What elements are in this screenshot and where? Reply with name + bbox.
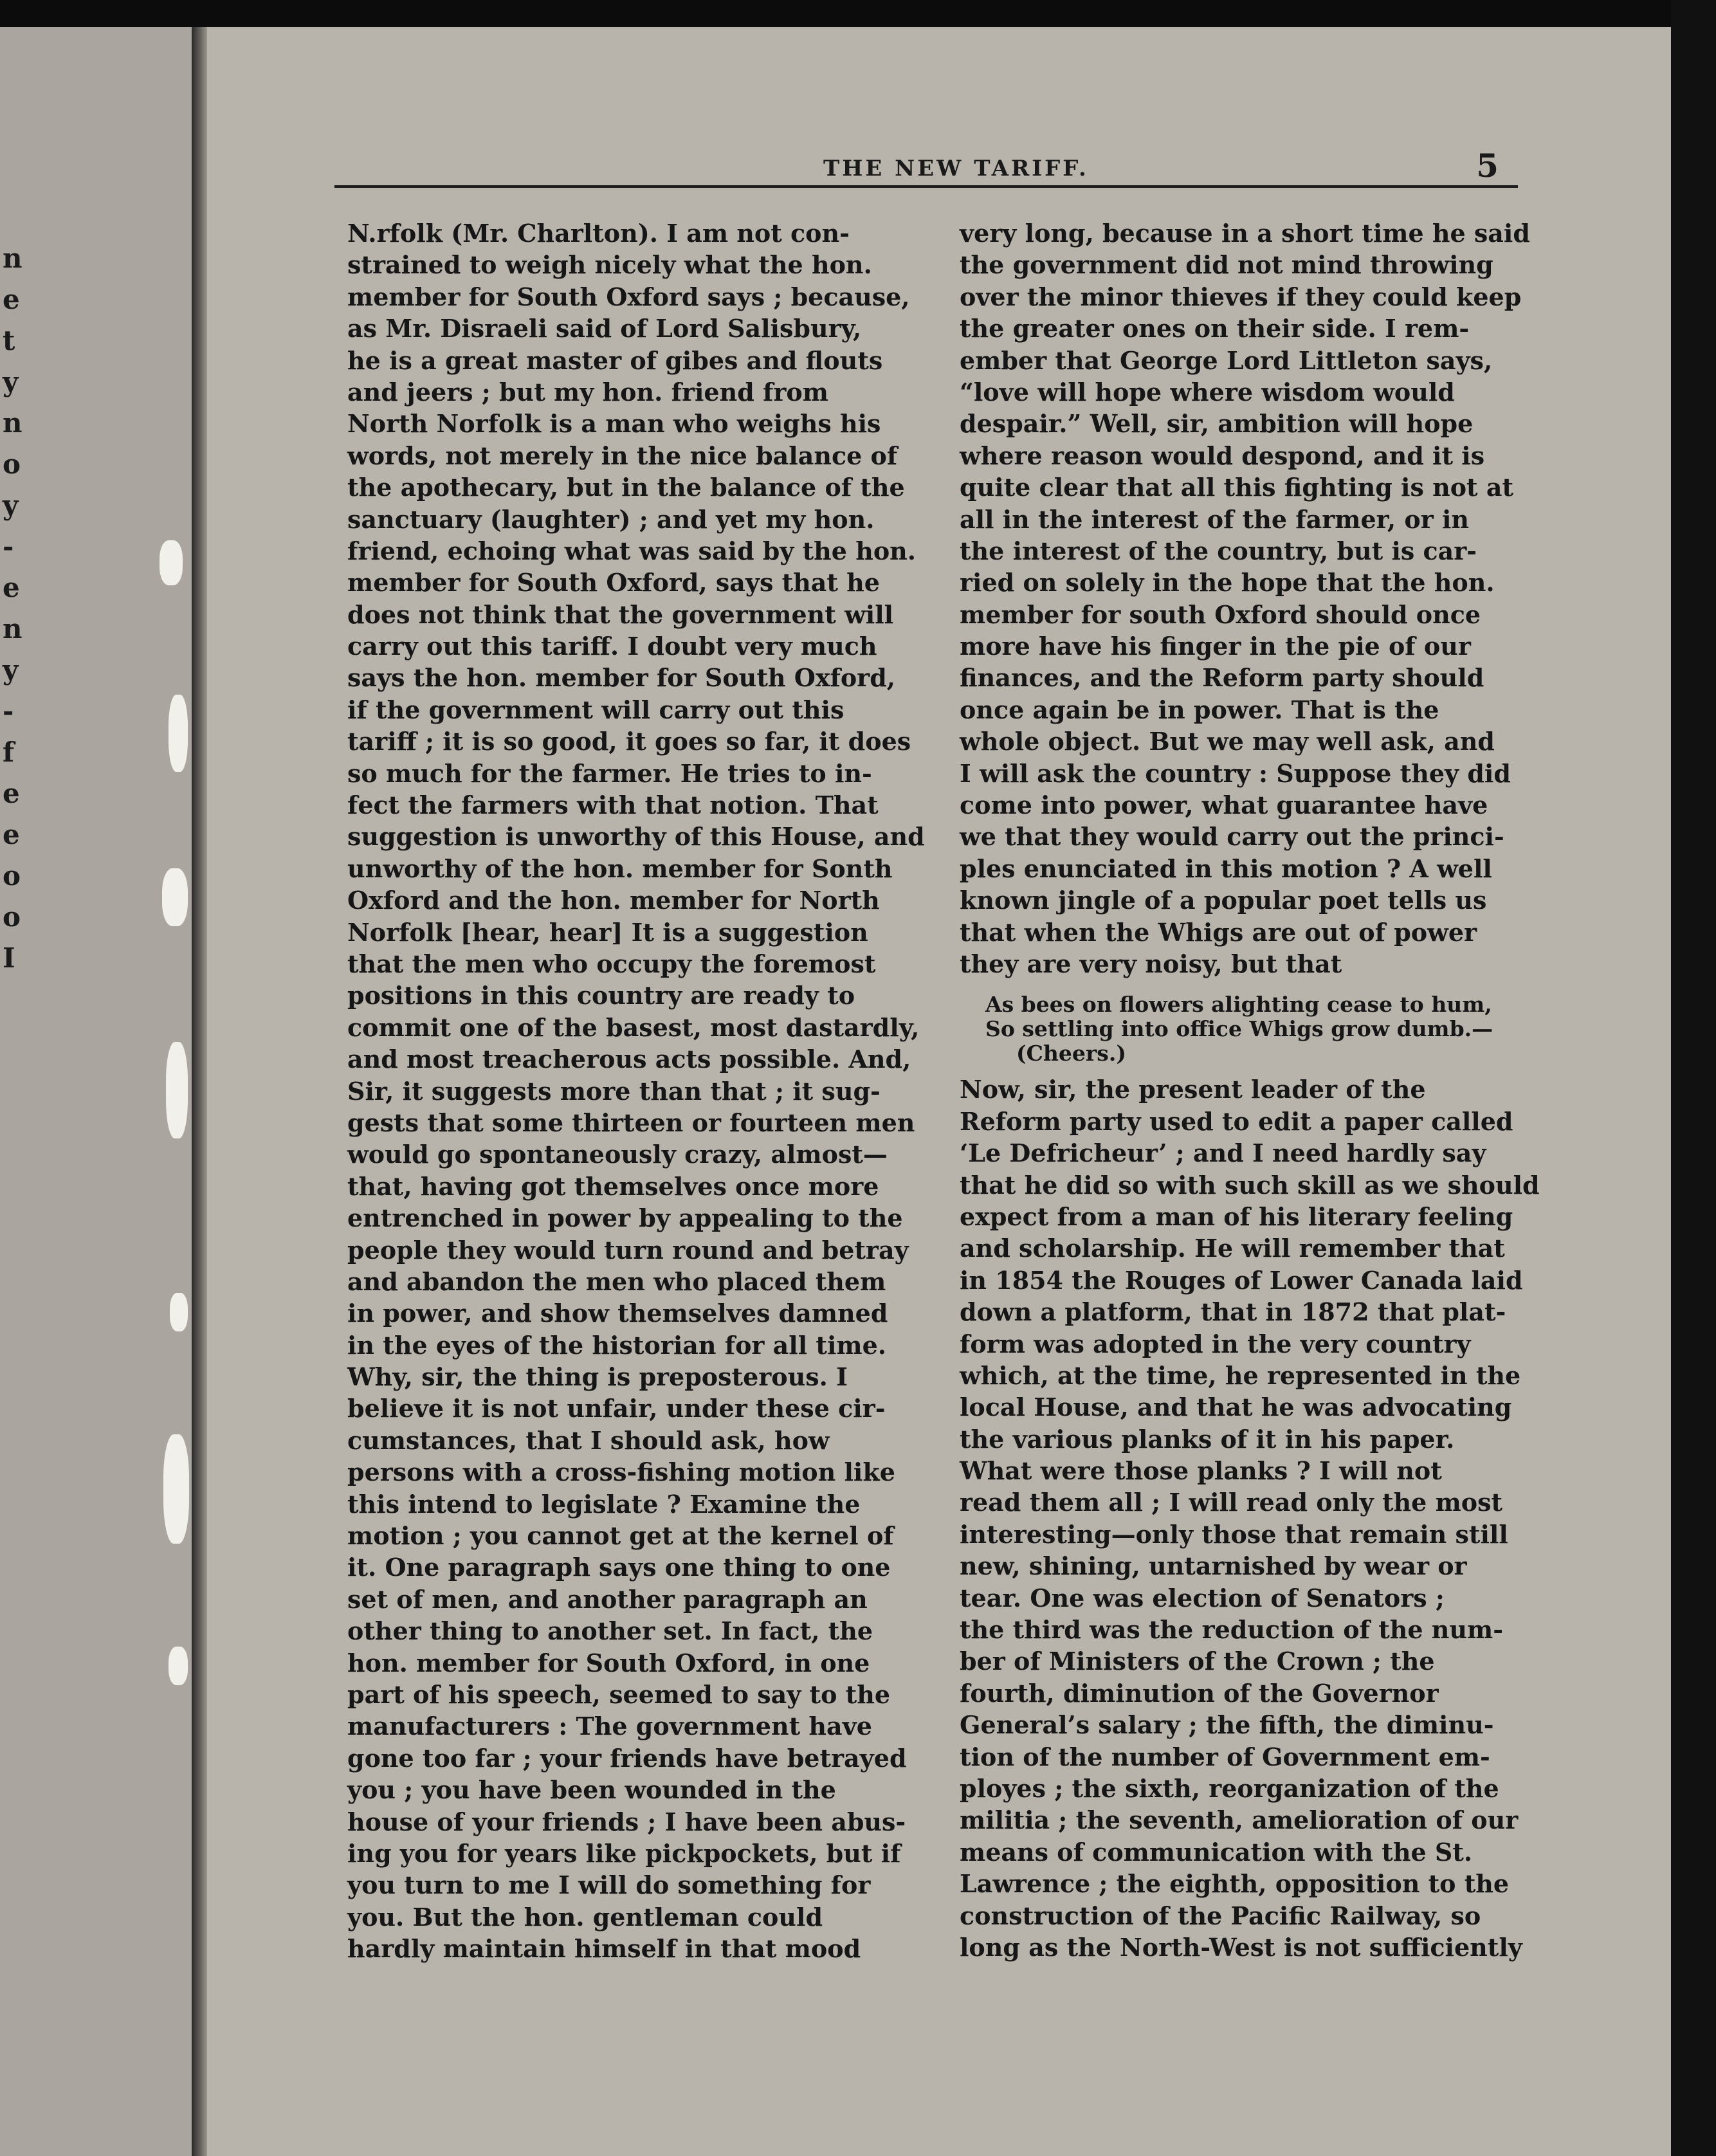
margin-fragment-char: n: [3, 242, 23, 274]
text-line: and jeers ; but my hon. friend from: [347, 377, 828, 407]
right-column: [960, 217, 1558, 1963]
text-line: the greater ones on their side. I rem-: [960, 314, 1470, 343]
verse-line: So settling into office Whigs grow dumb.—: [985, 1016, 1493, 1042]
text-line: positions in this country are ready to: [347, 981, 855, 1010]
running-title: THE NEW TARIFF.: [823, 156, 1089, 181]
text-line: cumstances, that I should ask, how: [347, 1425, 830, 1455]
text-line: ber of Ministers of the Crown ; the: [960, 1647, 1435, 1676]
text-line: in power, and show themselves damned: [347, 1299, 888, 1328]
text-line: and scholarship. He will remember that: [960, 1234, 1505, 1263]
margin-fragment-char: f: [3, 736, 15, 768]
text-line: in 1854 the Rouges of Lower Canada laid: [960, 1265, 1523, 1295]
gutter-tear-mark: [169, 695, 188, 772]
margin-fragment-char: y: [3, 489, 19, 521]
margin-fragment-char: e: [3, 778, 20, 809]
text-line: Why, sir, the thing is preposterous. I: [347, 1362, 848, 1392]
text-line: people they would turn round and betray: [347, 1235, 909, 1265]
text-line: the interest of the country, but is car-: [960, 536, 1477, 565]
text-line: set of men, and another paragraph an: [347, 1584, 868, 1614]
margin-fragment-char: y: [3, 654, 19, 686]
text-line: very long, because in a short time he said: [960, 219, 1530, 248]
text-line: gone too far ; your friends have betrayed: [347, 1743, 907, 1773]
margin-fragment-char: -: [3, 531, 14, 562]
text-line: new, shining, untarnished by wear or: [960, 1551, 1467, 1581]
text-line: read them all ; I will read only the most: [960, 1488, 1503, 1517]
gutter-tear-mark: [170, 1293, 188, 1331]
text-line: N.rfolk (Mr. Charlton). I am not con-: [347, 219, 850, 248]
margin-fragment-char: o: [3, 860, 21, 891]
text-line: come into power, what guarantee have: [960, 790, 1488, 820]
right-column-bottom-text: [960, 1073, 1558, 1963]
page-number: 5: [1476, 147, 1499, 185]
text-line: persons with a cross-fishing motion like: [347, 1457, 895, 1487]
gutter-tear-mark: [160, 540, 183, 585]
text-line: fect the farmers with that notion. That: [347, 790, 879, 820]
verse-quote: [960, 992, 1558, 1066]
text-line: militia ; the seventh, amelioration of our: [960, 1805, 1519, 1835]
left-column: [347, 217, 949, 1964]
text-line: ployes ; the sixth, reorganization of the: [960, 1773, 1499, 1803]
text-line: where reason would despond, and it is: [960, 441, 1485, 470]
text-line: member for south Oxford should once: [960, 599, 1481, 629]
gutter-tear-mark: [169, 1647, 188, 1685]
text-line: the third was the reduction of the num-: [960, 1615, 1504, 1645]
text-line: house of your friends ; I have been abus-: [347, 1807, 906, 1836]
margin-fragment-char: o: [3, 901, 21, 933]
text-line: tariff ; it is so good, it goes so far, it does: [347, 727, 911, 756]
verse-line: As bees on flowers alighting cease to hum,: [985, 992, 1492, 1018]
text-line: Reform party used to edit a paper called: [960, 1106, 1513, 1136]
text-line: that when the Whigs are out of power: [960, 917, 1477, 947]
text-line: carry out this tariff. I doubt very much: [347, 632, 877, 661]
text-line: Sir, it suggests more than that ; it sug-: [347, 1076, 881, 1106]
text-line: known jingle of a popular poet tells us: [960, 886, 1487, 915]
verse-attribution: (Cheers.): [1016, 1041, 1126, 1066]
text-line: the apothecary, but in the balance of the: [347, 473, 905, 502]
text-line: member for South Oxford says ; because,: [347, 282, 910, 311]
text-line: which, at the time, he represented in the: [960, 1360, 1521, 1390]
text-line: does not think that the government will: [347, 599, 894, 629]
text-line: means of communication with the St.: [960, 1837, 1473, 1867]
text-line: says the hon. member for South Oxford,: [347, 663, 895, 693]
text-line: that he did so with such skill as we should: [960, 1170, 1540, 1200]
text-line: fourth, diminution of the Governor: [960, 1678, 1439, 1708]
text-line: manufacturers : The government have: [347, 1712, 872, 1741]
scan-border-right: [1671, 0, 1716, 2156]
text-line: local House, and that he was advocating: [960, 1393, 1512, 1422]
text-line: other thing to another set. In fact, the: [347, 1616, 873, 1646]
text-line: and most treacherous acts possible. And,: [347, 1045, 911, 1074]
text-line: the government did not mind throwing: [960, 250, 1493, 280]
margin-fragment-char: e: [3, 284, 20, 315]
text-line: he is a great master of gibes and flouts: [347, 345, 883, 375]
text-line: expect from a man of his literary feeling: [960, 1201, 1513, 1231]
text-line: that the men who occupy the foremost: [347, 949, 876, 978]
margin-fragment-char: n: [3, 407, 23, 439]
margin-fragment-char: -: [3, 695, 14, 727]
previous-page-text-fragments: [3, 238, 28, 979]
text-line: so much for the farmer. He tries to in-: [347, 758, 872, 788]
gutter-tear-mark: [162, 868, 188, 926]
margin-fragment-char: y: [3, 366, 19, 397]
text-line: you. But the hon. gentleman could: [347, 1902, 823, 1932]
text-line: this intend to legislate ? Examine the: [347, 1489, 861, 1519]
text-line: friend, echoing what was said by the hon.: [347, 536, 917, 565]
text-line: tear. One was election of Senators ;: [960, 1583, 1445, 1612]
text-line: once again be in power. That is the: [960, 695, 1439, 724]
text-line: ‘Le Defricheur’ ; and I need hardly say: [960, 1138, 1486, 1168]
text-line: Norfolk [hear, hear] It is a suggestion: [347, 917, 868, 947]
text-line: gests that some thirteen or fourteen men: [347, 1108, 915, 1137]
gutter-tear-mark: [166, 1042, 188, 1138]
text-line: would go spontaneously crazy, almost—: [347, 1140, 888, 1169]
text-line: member for South Oxford, says that he: [347, 568, 880, 598]
running-head: [334, 147, 1518, 188]
text-line: motion ; you cannot get at the kernel of: [347, 1521, 894, 1551]
margin-fragment-char: I: [3, 942, 15, 974]
text-line: the various planks of it in his paper.: [960, 1424, 1455, 1454]
text-line: believe it is not unfair, under these cir-: [347, 1394, 886, 1423]
text-line: if the government will carry out this: [347, 695, 844, 724]
text-line: sanctuary (laughter) ; and yet my hon.: [347, 504, 875, 534]
text-line: General’s salary ; the fifth, the diminu-: [960, 1710, 1494, 1740]
text-line: Now, sir, the present leader of the: [960, 1075, 1426, 1104]
text-line: hon. member for South Oxford, in one: [347, 1648, 870, 1677]
text-line: down a platform, that in 1872 that plat-: [960, 1297, 1506, 1327]
text-line: over the minor thieves if they could keep: [960, 282, 1522, 311]
text-line: “love will hope where wisdom would: [960, 377, 1455, 407]
text-line: you turn to me I will do something for: [347, 1870, 871, 1900]
margin-fragment-char: n: [3, 613, 23, 644]
text-line: quite clear that all this fighting is not at: [960, 473, 1513, 502]
text-line: whole object. But we may well ask, and: [960, 727, 1495, 756]
text-line: part of his speech, seemed to say to the: [347, 1679, 891, 1709]
text-line: entrenched in power by appealing to the: [347, 1203, 903, 1233]
text-line: long as the North-West is not sufficiently: [960, 1932, 1522, 1962]
text-line: you ; you have been wounded in the: [347, 1775, 836, 1805]
text-line: ember that George Lord Littleton says,: [960, 345, 1493, 375]
text-line: Oxford and the hon. member for North: [347, 886, 880, 915]
right-column-top-text: [960, 217, 1558, 980]
text-line: we that they would carry out the princi-: [960, 822, 1504, 852]
text-line: I will ask the country : Suppose they did: [960, 758, 1511, 788]
text-line: in the eyes of the historian for all time.: [347, 1330, 887, 1360]
book-gutter: [192, 0, 207, 2156]
text-line: words, not merely in the nice balance of: [347, 441, 898, 470]
text-line: ing you for years like pickpockets, but if: [347, 1838, 901, 1868]
text-line: finances, and the Reform party should: [960, 663, 1484, 693]
text-line: despair.” Well, sir, ambition will hope: [960, 409, 1474, 439]
text-line: hardly maintain himself in that mood: [347, 1934, 861, 1964]
gutter-tear-mark: [163, 1434, 189, 1544]
text-line: and abandon the men who placed them: [347, 1266, 886, 1296]
text-line: more have his finger in the pie of our: [960, 632, 1471, 661]
margin-fragment-char: e: [3, 819, 20, 850]
text-line: construction of the Pacific Railway, so: [960, 1901, 1481, 1930]
text-line: that, having got themselves once more: [347, 1171, 879, 1201]
margin-fragment-char: t: [3, 325, 15, 356]
margin-fragment-char: e: [3, 572, 20, 603]
text-line: ples enunciated in this motion ? A well: [960, 854, 1492, 883]
text-line: commit one of the basest, most dastardly,: [347, 1012, 920, 1042]
text-line: interesting—only those that remain still: [960, 1519, 1508, 1549]
text-line: it. One paragraph says one thing to one: [347, 1553, 891, 1582]
text-line: all in the interest of the farmer, or in: [960, 504, 1470, 534]
text-line: they are very noisy, but that: [960, 949, 1342, 978]
text-line: ried on solely in the hope that the hon.: [960, 568, 1495, 598]
margin-fragment-char: o: [3, 448, 21, 480]
text-line: tion of the number of Government em-: [960, 1742, 1490, 1771]
text-line: form was adopted in the very country: [960, 1329, 1471, 1358]
text-line: unworthy of the hon. member for Sonth: [347, 854, 893, 883]
scan-border-top: [0, 0, 1716, 27]
text-line: North Norfolk is a man who weighs his: [347, 409, 881, 439]
text-line: strained to weigh nicely what the hon.: [347, 250, 872, 280]
text-line: as Mr. Disraeli said of Lord Salisbury,: [347, 314, 862, 343]
text-line: suggestion is unworthy of this House, and: [347, 822, 925, 852]
text-line: Lawrence ; the eighth, opposition to the: [960, 1869, 1510, 1899]
text-line: What were those planks ? I will not: [960, 1456, 1442, 1486]
